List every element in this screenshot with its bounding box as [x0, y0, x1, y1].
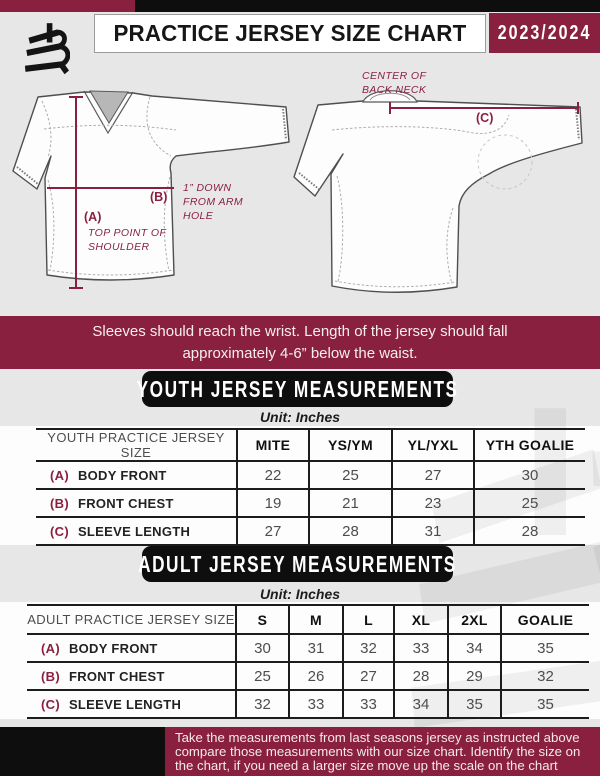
cell: 35	[448, 690, 501, 718]
page-title: PRACTICE JERSEY SIZE CHART	[113, 20, 467, 46]
row-key: (B)	[50, 495, 69, 511]
cell: 27	[237, 517, 309, 545]
youth-section-title: YOUTH JERSEY MEASUREMENTS	[136, 375, 459, 402]
cell: 27	[392, 461, 474, 489]
cell: 33	[394, 634, 448, 662]
row-key: (A)	[41, 640, 60, 656]
cell: 27	[343, 662, 394, 690]
cell: 28	[474, 517, 585, 545]
col-header: S	[236, 605, 289, 634]
row-key: (C)	[41, 696, 60, 712]
youth-size-table	[36, 428, 585, 546]
cell: 23	[392, 489, 474, 517]
cell: 34	[448, 634, 501, 662]
table-row	[36, 517, 585, 545]
col-header: YS/YM	[309, 429, 392, 461]
season-label: 2023/2024	[497, 21, 592, 44]
row-key: (B)	[41, 668, 60, 684]
cell: 26	[289, 662, 343, 690]
measurement-lines	[0, 60, 600, 315]
label-a: (A)	[84, 210, 102, 224]
table-row	[27, 662, 589, 690]
cell: 31	[392, 517, 474, 545]
cell: 35	[501, 634, 589, 662]
adult-section-title: ADULT JERSEY MEASUREMENTS	[138, 550, 457, 577]
table-row	[27, 634, 589, 662]
adult-size-table	[27, 604, 589, 719]
table-header-row	[27, 605, 589, 634]
table-row	[27, 690, 589, 718]
cell: 33	[289, 690, 343, 718]
row-label: BODY FRONT	[68, 640, 158, 656]
cell: 30	[236, 634, 289, 662]
row-label: SLEEVE LENGTH	[68, 696, 182, 712]
cell: 31	[289, 634, 343, 662]
cell: 30	[474, 461, 585, 489]
cell: 22	[237, 461, 309, 489]
page-title-box	[94, 14, 486, 53]
col-header: 2XL	[448, 605, 501, 634]
footer-note: Take the measurements from last seasons jersey as instructed above compare those measurements with our size chart. Identify the size on the chart, if you need a larger size move up the scale on the chart	[175, 730, 581, 773]
row-key: (C)	[50, 523, 69, 539]
col-header: YOUTH PRACTICE JERSEY SIZE	[36, 429, 237, 461]
black-strip	[135, 0, 600, 12]
season-badge	[489, 13, 600, 53]
cell: 32	[343, 634, 394, 662]
footer-note-box	[165, 727, 600, 776]
adult-unit-label: Unit: Inches	[259, 586, 341, 602]
note-top-point-of-shoulder: TOP POINT OF SHOULDER	[88, 227, 167, 253]
row-key: (A)	[50, 467, 69, 483]
cell: 25	[236, 662, 289, 690]
label-c: (C)	[476, 111, 494, 125]
row-label: FRONT CHEST	[77, 495, 174, 511]
row-label: BODY FRONT	[77, 467, 167, 483]
adult-section-header	[138, 546, 457, 582]
table-row	[36, 489, 585, 517]
top-accent-strip	[0, 0, 600, 12]
table-row	[36, 461, 585, 489]
cell: 35	[501, 690, 589, 718]
col-header: L	[343, 605, 394, 634]
cell: 32	[236, 690, 289, 718]
fit-instruction-banner	[0, 316, 600, 369]
cell: 33	[343, 690, 394, 718]
cell: 28	[394, 662, 448, 690]
note-center-of-back-neck: CENTER OF BACK NECK	[362, 70, 427, 96]
cell: 29	[448, 662, 501, 690]
col-header: YTH GOALIE	[474, 429, 585, 461]
row-label: FRONT CHEST	[68, 668, 165, 684]
cell: 32	[501, 662, 589, 690]
fit-instruction-text: Sleeves should reach the wrist. Length of the jersey should fall approximately 4-6” below the waist.	[92, 322, 508, 362]
youth-unit-label: Unit: Inches	[259, 409, 341, 425]
footer-bar	[0, 727, 600, 776]
cell: 25	[474, 489, 585, 517]
col-header: ADULT PRACTICE JERSEY SIZE	[27, 605, 236, 634]
cell: 34	[394, 690, 448, 718]
col-header: YL/YXL	[392, 429, 474, 461]
maroon-strip	[0, 0, 135, 12]
note-down-from-armhole: 1” DOWN FROM ARM HOLE	[183, 182, 243, 222]
label-b: (B)	[150, 190, 168, 204]
col-header: MITE	[237, 429, 309, 461]
row-label: SLEEVE LENGTH	[77, 523, 191, 539]
cell: 21	[309, 489, 392, 517]
cell: 28	[309, 517, 392, 545]
cell: 19	[237, 489, 309, 517]
youth-section-header	[136, 371, 459, 407]
cell: 25	[309, 461, 392, 489]
col-header: XL	[394, 605, 448, 634]
col-header: M	[289, 605, 343, 634]
col-header: GOALIE	[501, 605, 589, 634]
table-header-row	[36, 429, 585, 461]
